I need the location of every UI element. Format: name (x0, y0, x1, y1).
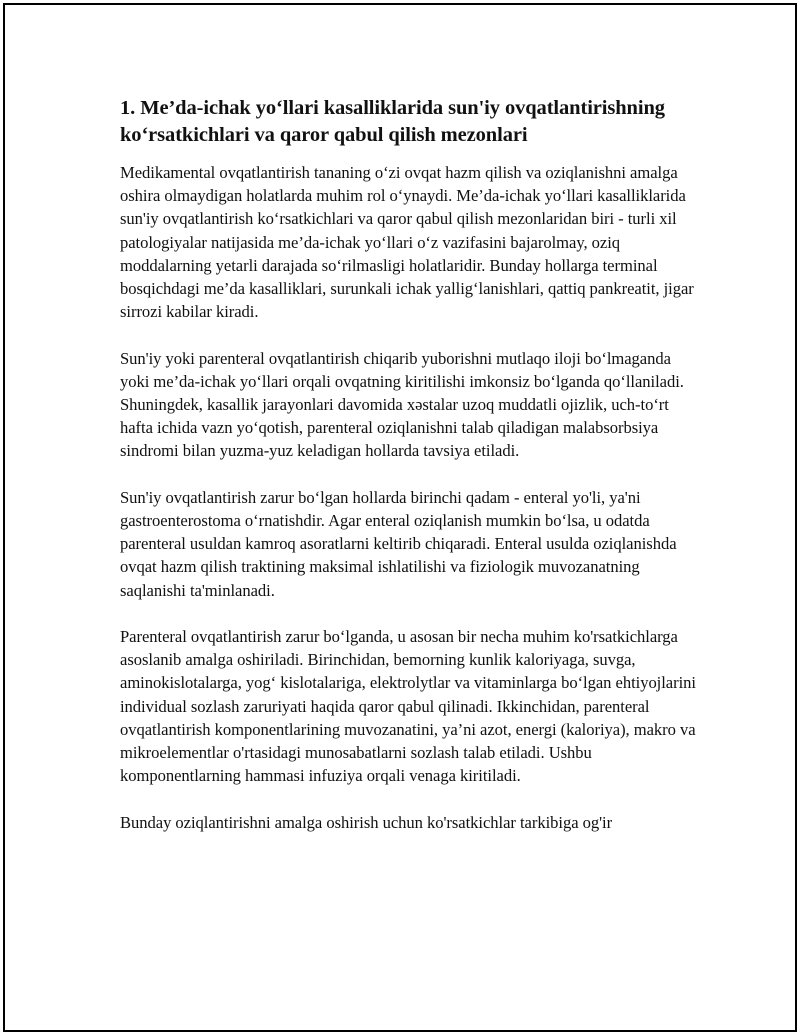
paragraph-5: Bunday oziqlantirishni amalga oshirish uchun ko'rsatkichlar tarkibiga og'ir (120, 812, 613, 832)
paragraph-2: Sun'iy yoki parenteral ovqatlantirish chiqarib yuborishni mutlaqo iloji bo‘lmaganda yoki me’da-ichak yo‘llari orqali ovqatning kiritilishi imkonsiz bo‘lganda qo‘llaniladi. Shuningdek, kasallik jarayonlari davomida xəstalar uzoq muddatli ojizlik, uch-to‘rt hafta ichida vazn yo‘qotish, parenteral oziqlanishni talab qiladigan malabsorbsiya sindromi bilan yuzma-yuz keladigan hollarda tavsiya etiladi. (120, 348, 684, 461)
paragraph-1: Medikamental ovqatlantirish tananing o‘zi ovqat hazm qilish va oziqlanishni amalga oshira olmaydigan holatlarda muhim rol o‘ynaydi. Me’da-ichak yo‘llari kasalliklarida sun'iy ovqatlantirish ko‘rsatkichlari va qaror qabul qilish mezonlaridan biri - turli xil patologiyalar natijasida me’da-ichak yo‘llari o‘z vazifasini bajarolmay, oziq moddalarning yetarli darajada so‘rilmasligi holatlaridir. Bunday hollarga terminal bosqichdagi me’da kasalliklari, surunkali ichak yallig‘lanishlari, qattiq pankreatit, jigar sirrozi kabilar kiradi. (120, 163, 694, 322)
paragraph-3: Sun'iy ovqatlantirish zarur bo‘lgan hollarda birinchi qadam - enteral yo'li, ya'ni gastroenterostoma o‘rnatishdir. Agar enteral oziqlanish mumkin bo‘lsa, u odatda parenteral usuldan kamroq asoratlarni keltirib chiqaradi. Enteral usulda oziqlanishda ovqat hazm qilish traktining maksimal ishlatilishi va fiziologik muvozanatning saqlanishi ta'minlanadi. (120, 487, 677, 600)
paragraph-4: Parenteral ovqatlantirish zarur bo‘lganda, u asosan bir necha muhim ko'rsatkichlarga asoslanib amalga oshiriladi. Birinchidan, bemorning kunlik kaloriyaga, suvga, aminokislotalarga, yog‘ kislotalariga, elektrolytlar va vitaminlarga bo‘lgan ehtiyojlarini individual sozlash zaruriyati haqida qaror qabul qilinadi. Ikkinchidan, parenteral ovqatlantirish komponentlarining muvozanatini, ya’ni azot, energi (kaloriya), makro va mikroelementlar o'rtasidagi munosabatlarni sozlash talab etiladi. Ushbu komponentlarning hammasi infuziya orqali venaga kiritiladi. (120, 627, 696, 786)
document-body (120, 95, 700, 857)
document-title: 1. Me’da-ichak yo‘llari kasalliklarida sun'iy ovqatlantirishning ko‘rsatkichlari va qaror qabul qilish mezonlari (120, 97, 665, 146)
document-page (3, 3, 797, 1032)
